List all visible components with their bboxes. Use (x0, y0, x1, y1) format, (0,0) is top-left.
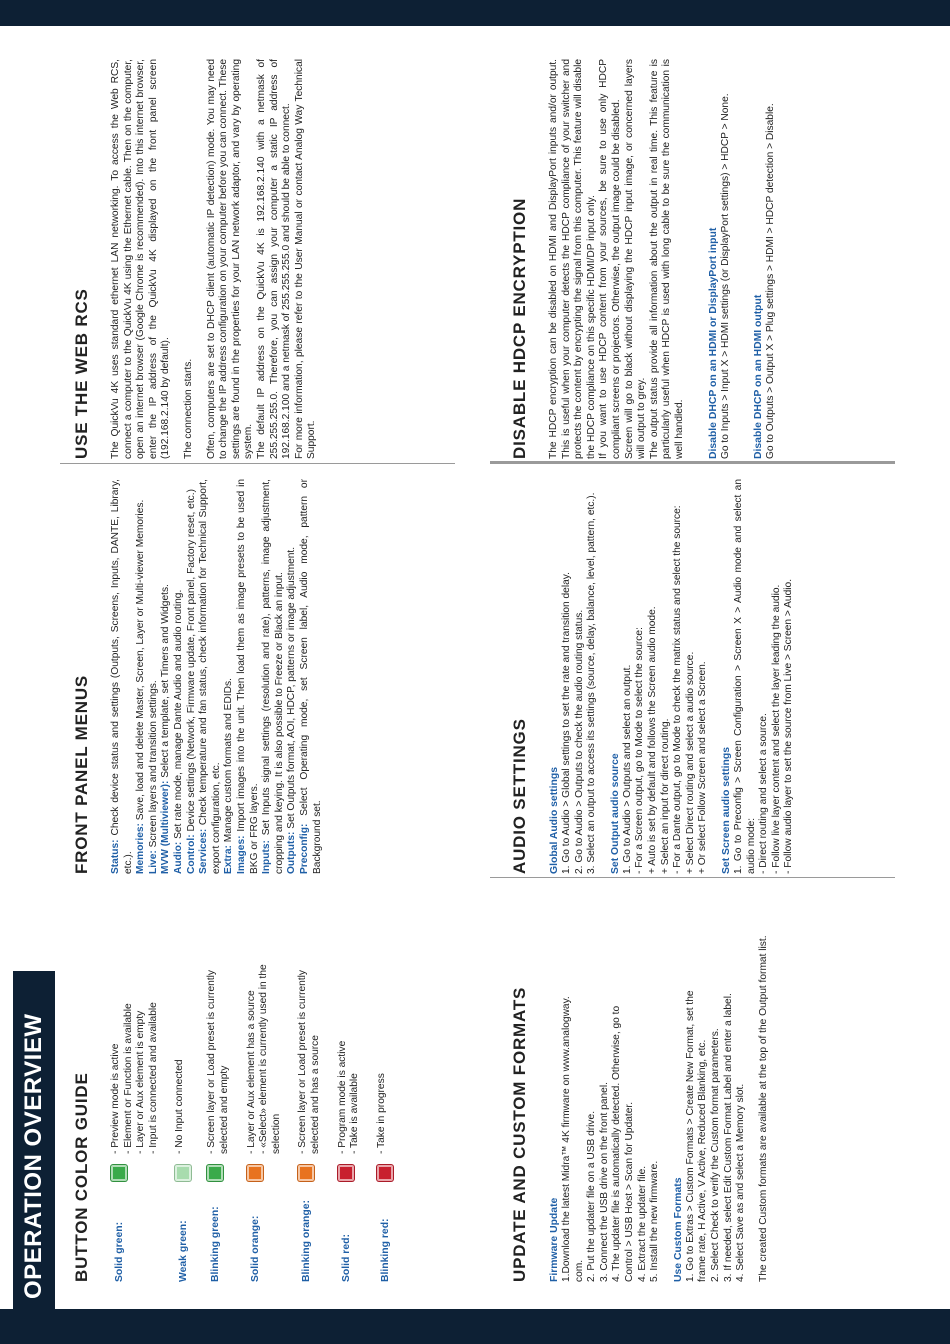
audio-settings-section (510, 479, 796, 874)
web-rcs-body (110, 59, 319, 459)
color-guide-line: - Take in progress (375, 1073, 387, 1154)
custom-step: 2. Select Check to verify the Custom format parameters. (709, 1028, 721, 1282)
front-panel-menu-item (135, 479, 148, 874)
menu-item-text: Device settings (Network, Firmware update, Front panel, Factory reset, etc.) (185, 489, 197, 832)
web-rcs-paragraph: Often, computers are set to DHCP client (automatic IP detection) mode. You may need to change the IP address configuration on your computer before you can connect. These settings are found in the properties for your LAN network adaptor, and vary by operating system. (205, 59, 255, 459)
hdcp-paragraph: The HDCP encryption can be disabled on HDMI and DisplayPort inputs and/or output. This is useful when your computer detects the HDCP compliance of your switcher and protects the content by encrypting the signal from this computer. This feature will disable the HDCP compliance on this specific HDMI/DP input only. (548, 59, 597, 459)
screen-audio-step: - Follow live layer content and select the layer leading the audio. (770, 584, 782, 874)
web-rcs-paragraph: The QuickVu 4K uses standard ethernet LAN networking. To access the Web RCS, connect a computer to the QuickVu 4K using the Ethernet cable. Then on the computer, open an internet browser (Google Chrome is recommended). Into this internet browser, enter the IP address of the QuickVu 4K displayed on the front panel screen (192.168.2.140 by default). (110, 59, 172, 459)
disable-hdcp-section (510, 59, 778, 459)
firmware-step: 2. Put the updater file on a USB drive. (586, 1110, 598, 1282)
front-panel-menus-section (72, 479, 324, 874)
color-guide-line: - No Input connected (174, 1059, 186, 1154)
front-panel-menu-item (261, 479, 286, 874)
custom-format-steps (685, 892, 748, 1282)
color-guide-line: selection (270, 1113, 282, 1154)
color-swatch-icon (174, 1164, 192, 1182)
web-rcs-paragraph: The connection starts. (182, 358, 194, 459)
global-audio-step: 1. Go to Audio > Global settings to set the rate and transition delay. (561, 572, 572, 874)
color-guide-row (376, 932, 394, 1282)
color-swatch-icon (376, 1164, 394, 1182)
firmware-steps (561, 892, 662, 1282)
front-panel-menu-item (173, 479, 186, 874)
color-guide-line: - Screen layer or Load preset is currently (206, 969, 218, 1154)
custom-step: frame rate, H Active, V Active, Reduced Blanking, etc. (697, 1039, 709, 1282)
output-audio-step: + Auto is set by default and follows the Screen audio mode. (646, 606, 658, 874)
color-guide-label: Blinking red: (379, 1218, 391, 1282)
hdcp-body (548, 59, 778, 459)
color-guide-line: - Element or Function is available (122, 1003, 134, 1154)
menu-item-text: Manage custom formats and EDIDs. (223, 678, 235, 843)
global-audio-heading: Global Audio settings (549, 767, 560, 874)
section-title-front-panel: FRONT PANEL MENUS (72, 674, 91, 874)
menu-item-key: Images: (235, 835, 247, 874)
color-guide-row (246, 932, 284, 1282)
color-guide-list (110, 932, 394, 1282)
screen-audio-step: 1. Go to Preconfig > Screen Configuration > Screen X > Audio mode and select an audio mode: (732, 479, 757, 874)
menu-item-key: Extra: (223, 845, 235, 874)
custom-step: 3. If needed, select Edit Custom Format Label and enter a label. (722, 993, 734, 1282)
firmware-step: 1.Download the latest Midra™ 4K firmware on www.analogway. (561, 996, 572, 1282)
menu-item-key: Services: (198, 828, 210, 874)
color-guide-description (206, 944, 231, 1154)
color-swatch-icon (206, 1164, 224, 1182)
color-guide-row (110, 932, 160, 1282)
front-panel-menu-item (186, 479, 199, 874)
color-guide-line: - Layer or Aux element is empty (135, 1010, 147, 1154)
screen-audio-step: - Direct routing and select a source. (758, 713, 770, 874)
menu-item-text: Select a template, set Timers and Widgets. (160, 584, 172, 778)
front-panel-menu-item (160, 479, 173, 874)
color-guide-line: - Input is connected and available (147, 1002, 159, 1154)
firmware-update-heading: Firmware Update (549, 1197, 560, 1282)
section-title-hdcp: DISABLE HDCP ENCRYPTION (510, 197, 529, 459)
section-title-update: UPDATE AND CUSTOM FORMATS (510, 986, 529, 1282)
web-rcs-paragraph: For more information, please refer to the User Manual or contact Analog Way Technical Support. (293, 59, 318, 459)
color-guide-line: - «Select» element is currently used in the (258, 964, 270, 1154)
menu-item-key: Status: (110, 839, 121, 874)
section-title-web-rcs: USE THE WEB RCS (72, 288, 91, 459)
screen-audio-step: - Follow audio layer to set the source from Live > Screen > Audio. (783, 578, 795, 874)
color-guide-label: Solid green: (114, 1221, 125, 1282)
color-guide-description (297, 944, 322, 1154)
section-title-color-guide: BUTTON COLOR GUIDE (72, 1072, 91, 1282)
color-guide-label: Weak green: (178, 1220, 190, 1282)
output-audio-step: - For a Screen output, go to Mode to select the source: (634, 627, 646, 874)
output-audio-step: + Select Direct routing and select a audio source. (684, 651, 696, 874)
menu-item-text: Check device status and settings (Outputs, Screens, Inputs, DANTE, Library, etc.). (110, 479, 134, 874)
firmware-step: 4. Extract the updater file. (636, 1165, 648, 1282)
menu-item-key: Audio: (172, 841, 184, 874)
front-panel-menu-item (223, 479, 236, 874)
menu-item-key: Inputs: (261, 840, 273, 874)
output-audio-step: 1. Go to Audio > Outputs and select an output. (621, 664, 633, 874)
hdcp-paragraph: Screen will go to black without displaying the HDCP input image, or concerned layers will output to grey. (623, 59, 648, 459)
color-guide-description (337, 944, 362, 1154)
firmware-step: 4. The updater file is automatically detected. Otherwise, go to (611, 1005, 623, 1282)
column-divider (490, 461, 895, 464)
firmware-step: 3. Connect the USB drive on the front panel. (598, 1082, 610, 1282)
web-rcs-paragraph: The default IP address on the QuickVu 4K is 192.168.2.140 with a netmask of 255.255.255.0. Therefore, you can assign your computer a static IP address of 192.168.2.100 and a netmask of 255.255.255.0 and should be able to connect. (255, 59, 293, 459)
menu-item-key: Preconfig: (298, 823, 310, 874)
hdcp-paragraph: If you want to use HDCP content from your sources, be sure to use only HDCP compliant screens or projectors. Otherwise, the output image could be disabled. (598, 59, 622, 459)
color-guide-line: - Layer or Aux element has a source (245, 990, 257, 1154)
menu-item-text: Check temperature and fan status, check information for Technical Support, export configuration, etc. (198, 478, 222, 874)
color-guide-label: Solid red: (340, 1234, 352, 1282)
button-color-guide-section (72, 932, 408, 1282)
firmware-step: Control > USB Host > Scan for Updater. (623, 1101, 635, 1282)
web-rcs-section (72, 59, 319, 459)
custom-formats-footer: The created Custom formats are available at the top of the Output format list. (757, 935, 769, 1282)
color-guide-description (376, 944, 389, 1154)
custom-step: 1. Go to Extras > Custom Formats > Create New Format, set the (684, 990, 696, 1282)
color-guide-line: selected and has a source (309, 1035, 321, 1154)
front-panel-menu-list (110, 479, 324, 874)
menu-item-text: Set rate mode, manage Dante Audio and audio routing. (172, 589, 184, 839)
firmware-step: com. (573, 1259, 585, 1282)
color-guide-row (206, 932, 231, 1282)
menu-item-key: Control: (185, 834, 197, 874)
screen-audio-heading: Set Screen audio settings (720, 746, 732, 874)
menu-item-key: MVW (Multiviewer): (160, 780, 172, 874)
color-guide-line: - Take is available (349, 1073, 361, 1154)
hdcp-input-heading: Disable DHCP on an HDMI or DisplayPort input (707, 227, 719, 459)
color-guide-line: selected and empty (218, 1065, 230, 1154)
menu-item-text: Save, load and delete Master, Screen, Layer or Multi-viewer Memories. (135, 499, 147, 821)
color-guide-row (337, 932, 362, 1282)
menu-item-key: Memories: (135, 823, 147, 874)
color-swatch-icon (246, 1164, 264, 1182)
front-panel-menu-item (198, 479, 223, 874)
color-guide-label: Solid orange: (249, 1215, 261, 1282)
update-body (548, 892, 770, 1282)
menu-item-text: Set Inputs signal settings (resolution and rate), patterns, image adjustment, cropping and keying. It is also possible to Freeze or Black an input. (261, 479, 285, 874)
menu-item-text: Set Outputs format, AOI, HDCP, patterns or image adjustment. (286, 546, 298, 829)
front-panel-menu-item (299, 479, 324, 874)
menu-item-text: Select Operating mode, set Screen label, Audio mode, pattern or Background set. (298, 479, 323, 874)
front-panel-menu-item (236, 479, 261, 874)
front-panel-menu-item (148, 479, 161, 874)
color-guide-line: - Program mode is active (336, 1040, 348, 1154)
custom-step: 4. Select Save as and select a Memory slot. (735, 1083, 747, 1282)
column-divider (60, 463, 455, 464)
output-audio-step: + Select an input for direct routing. (659, 718, 671, 874)
hdcp-input-instructions: Go to Inputs > Input X > HDMI settings (or DisplayPort settings) > HDCP > None. (719, 93, 731, 459)
color-swatch-icon (337, 1164, 355, 1182)
color-swatch-icon (297, 1164, 315, 1182)
hdcp-paragraph: The output status provide all information about the output in real time. This feature is particularly useful when HDCP is used with long cable to be sure the communication is well handled. (648, 59, 685, 459)
global-audio-step: 2. Go to Audio > Outputs to check the audio routing status. (573, 609, 585, 874)
color-guide-label: Blinking green: (210, 1206, 222, 1282)
update-custom-formats-section (510, 892, 770, 1282)
color-guide-line: - Preview mode is active (110, 1043, 121, 1154)
color-guide-label: Blinking orange: (301, 1200, 313, 1282)
color-swatch-icon (110, 1164, 128, 1182)
output-audio-step: + Or select Follow Screen and select a Screen. (697, 661, 709, 874)
front-panel-menu-item (286, 479, 299, 874)
firmware-step: 5. Install the new firmware. (649, 1160, 661, 1282)
color-guide-description (110, 944, 160, 1154)
page-title-banner: OPERATION OVERVIEW (13, 971, 55, 1309)
color-guide-row (297, 932, 322, 1282)
output-audio-step: - For a Dante output, go to Mode to check the matrix status and select the source: (672, 505, 684, 874)
color-guide-description (246, 944, 284, 1154)
column-divider (490, 877, 895, 878)
audio-body (548, 479, 796, 874)
menu-item-key: Outputs: (286, 831, 298, 874)
hdcp-output-instructions: Go to Outputs > Output X > Plug settings > HDMI > HDCP detection > Disable. (765, 103, 777, 459)
menu-item-key: Live: (147, 850, 159, 874)
color-guide-description (174, 944, 187, 1154)
front-panel-menu-item (110, 479, 135, 874)
custom-formats-heading: Use Custom Formats (672, 1177, 684, 1282)
section-title-audio: AUDIO SETTINGS (510, 718, 529, 874)
menu-item-text: Import images into the unit. Then load them as image presets to be used in BKG or FRG layers. (235, 479, 260, 874)
output-audio-heading: Set Output audio source (609, 753, 621, 874)
color-guide-row (174, 932, 192, 1282)
menu-item-text: Screen layers and transition settings. (147, 680, 159, 848)
global-audio-step: 3. Select an output to access its settings (source, delay, balance, level, pattern, etc.). (586, 492, 598, 874)
hdcp-output-heading: Disable DHCP on an HDMI output (753, 294, 765, 459)
color-guide-line: - Screen layer or Load preset is currently (297, 969, 309, 1154)
